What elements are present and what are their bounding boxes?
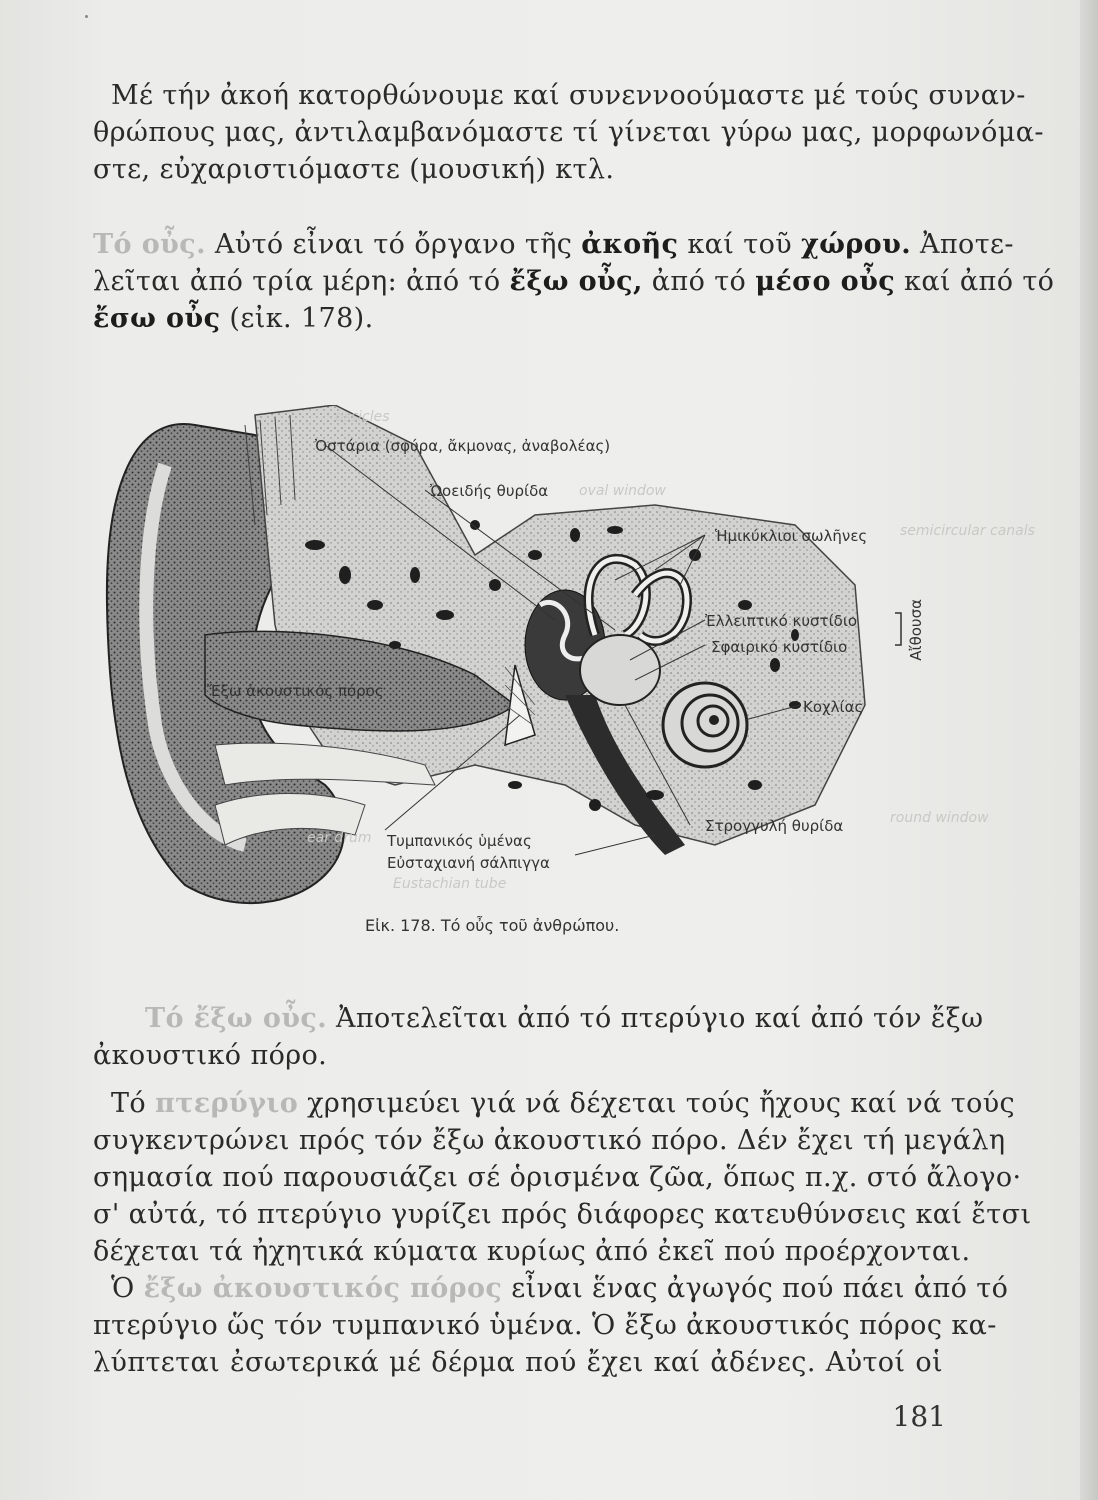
label-ear-canal: Ἔξω ἀκουστικός πόρος bbox=[207, 682, 384, 700]
vestibule-bracket bbox=[895, 613, 901, 645]
label-semicircular-canals: Ἡμικύκλιοι σωλῆνες bbox=[715, 527, 868, 545]
handnote-semicircular: semicircular canals bbox=[900, 523, 1035, 539]
term-middle-ear: μέσο οὖς bbox=[755, 266, 896, 297]
text-line: σ' αὐτά, τό πτερύγιο γυρίζει πρός διάφορες κατευθύνσεις καί ἔτσι bbox=[93, 1199, 1032, 1230]
text-line bbox=[93, 300, 943, 337]
text-line bbox=[93, 1085, 1016, 1122]
label-ossicles: Ὀστάρια (σφύρα, ἄκμονας, ἀναβολέας) bbox=[315, 437, 611, 455]
label-oval-window: Ὠοειδής θυρίδα bbox=[430, 482, 549, 500]
label-eardrum: Τυμπανικός ὑμένας bbox=[387, 832, 532, 850]
text-line: συγκεντρώνει πρός τόν ἔξω ἀκουστικό πόρο. Δέν ἔχει τή μεγάλη bbox=[93, 1125, 1006, 1156]
text-line bbox=[93, 1270, 1009, 1307]
ear-section-paragraph bbox=[93, 226, 1055, 337]
ear-anatomy-figure bbox=[95, 405, 1075, 905]
term-outer-ear: ἔξω οὖς, bbox=[509, 266, 643, 297]
page-speck bbox=[85, 15, 88, 18]
label-eustachian-tube: Εὐσταχιανή σάλπιγγα bbox=[387, 854, 550, 872]
term-hearing: ἀκοῆς bbox=[581, 229, 679, 260]
text-run: ἀπό τό bbox=[642, 266, 756, 297]
outer-ear-paragraph bbox=[93, 1000, 984, 1074]
text-run: Αὐτό εἶναι τό ὄργανο τῆς bbox=[205, 229, 582, 260]
term-space: χώρου. bbox=[801, 229, 912, 260]
text-run: Ὁ bbox=[111, 1273, 144, 1304]
label-round-window: Στρογγυλή θυρίδα bbox=[705, 817, 844, 835]
text-run: καί ἀπό τό bbox=[895, 266, 1055, 297]
text-line bbox=[93, 1000, 984, 1037]
text-run: λεῖται ἀπό τρία μέρη: ἀπό τό bbox=[93, 266, 510, 297]
text-run: Ἀποτε- bbox=[911, 229, 1014, 260]
text-line: ἀκουστικό πόρο. bbox=[93, 1040, 328, 1071]
text-line: Μέ τήν ἀκοή κατορθώνουμε καί συνεννοούμαστε μέ τούς συναν- bbox=[111, 80, 1026, 111]
term-inner-ear: ἔσω οὖς bbox=[93, 303, 221, 334]
ear-drawing bbox=[95, 405, 1075, 905]
section-heading-outer-ear: Τό ἔξω οὖς. bbox=[145, 1003, 327, 1034]
section-heading-ear: Τό οὖς. bbox=[93, 229, 206, 260]
text-run: χρησιμεύει γιά νά δέχεται τούς ἤχους καί νά τούς bbox=[298, 1088, 1016, 1119]
vestibule-shape bbox=[580, 635, 660, 705]
text-run: (εἰκ. 178). bbox=[220, 303, 374, 334]
cochlea-center bbox=[709, 715, 719, 725]
text-line: στε, εὐχαριστιόμαστε (μουσική) κτλ. bbox=[93, 154, 615, 185]
term-pinna: πτερύγιο bbox=[155, 1088, 299, 1119]
canal-paragraph bbox=[93, 1270, 1009, 1381]
handnote-ossicles: ossicles bbox=[335, 409, 390, 425]
text-line bbox=[93, 263, 1055, 300]
handnote-oval-window: oval window bbox=[579, 483, 666, 499]
handnote-round-window: round window bbox=[890, 810, 989, 826]
handnote-eustachian: Eustachian tube bbox=[393, 876, 507, 892]
text-line: πτερύγιο ὥς τόν τυμπανικό ὑμένα. Ὁ ἔξω ἀκουστικός πόρος κα- bbox=[93, 1310, 997, 1341]
handnote-eardrum: ear drum bbox=[307, 830, 372, 846]
label-utricle: Ἐλλειπτικό κυστίδιο bbox=[705, 612, 858, 630]
label-saccule: Σφαιρικό κυστίδιο bbox=[711, 638, 848, 656]
text-line: λύπτεται ἐσωτερικά μέ δέρμα πού ἔχει καί ἀδένες. Αὐτοί οἱ bbox=[93, 1347, 943, 1378]
label-vestibule: Αἴθουσα bbox=[907, 599, 925, 661]
term-ear-canal: ἔξω ἀκουστικός πόρος bbox=[143, 1273, 503, 1304]
text-line bbox=[93, 226, 1014, 263]
text-run: Ἀποτελεῖται ἀπό τό πτερύγιο καί ἀπό τόν ἔξω bbox=[327, 1003, 984, 1034]
text-line: δέχεται τά ἠχητικά κύματα κυρίως ἀπό ἐκεῖ πού προέρχονται. bbox=[93, 1236, 971, 1267]
text-line: θρώπους μας, ἀντιλαμβανόμαστε τί γίνεται γύρω μας, μορφωνόμα- bbox=[93, 117, 1044, 148]
intro-paragraph bbox=[93, 77, 1044, 188]
pinna-paragraph bbox=[93, 1085, 1032, 1270]
book-spine-edge bbox=[1080, 0, 1098, 1500]
label-cochlea: Κοχλίας bbox=[803, 698, 864, 716]
figure-caption: Εἰκ. 178. Τό οὖς τοῦ ἀνθρώπου. bbox=[365, 916, 620, 935]
page-number: 181 bbox=[892, 1400, 946, 1433]
text-run: καί τοῦ bbox=[678, 229, 802, 260]
text-run: εἶναι ἕνας ἀγωγός πού πάει ἀπό τό bbox=[502, 1273, 1009, 1304]
text-run: Τό bbox=[111, 1088, 156, 1119]
text-line: σημασία πού παρουσιάζει σέ ὁρισμένα ζῶα, ὅπως π.χ. στό ἄλογο· bbox=[93, 1162, 1022, 1193]
